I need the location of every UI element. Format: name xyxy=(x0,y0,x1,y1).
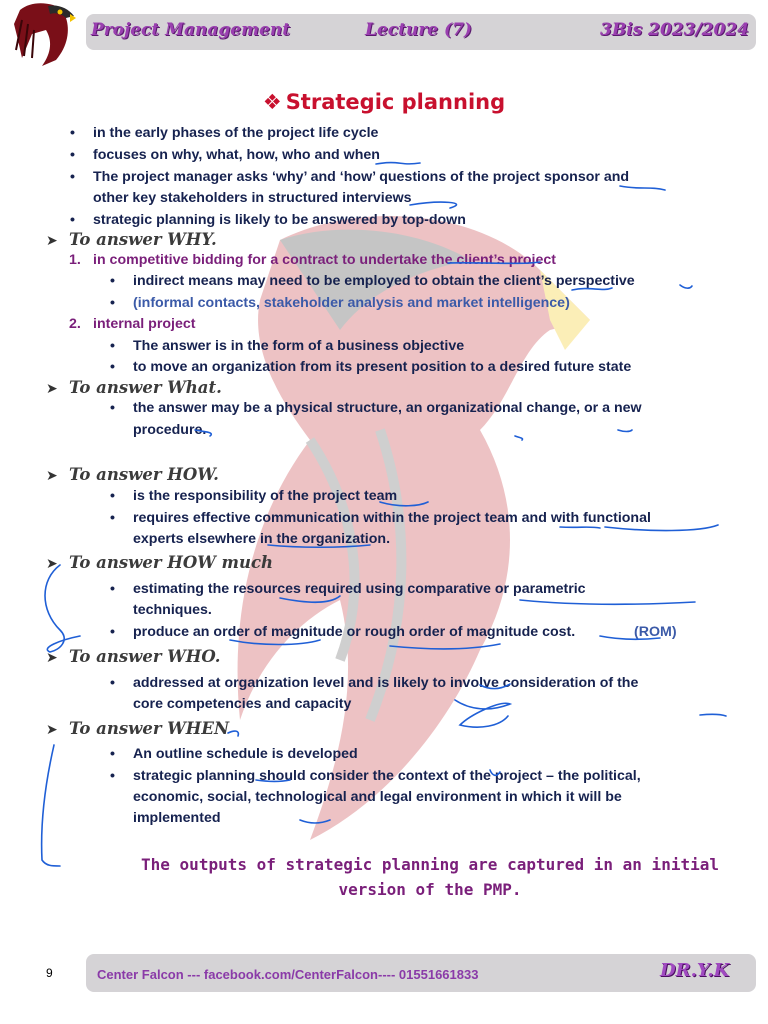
who-sub-continuation: core competencies and capacity xyxy=(133,696,352,712)
how-much-sub: • produce an order of magnitude or rough order of magnitude cost. xyxy=(133,624,575,640)
heading-who: To answer WHO. xyxy=(69,647,221,666)
why-item-1-sub: • (informal contacts, stakeholder analysis and market intelligence) xyxy=(133,295,570,311)
intro-bullet: • in the early phases of the project life cycle xyxy=(93,125,378,141)
heading-what: To answer What. xyxy=(69,378,222,397)
heading-when: To answer WHEN xyxy=(69,719,230,738)
when-sub: • An outline schedule is developed xyxy=(133,746,358,762)
footer-signature: DR.Y.K xyxy=(660,960,730,981)
header-lecture: Lecture (7) xyxy=(365,20,472,40)
when-sub-continuation: implemented xyxy=(133,810,221,826)
how-sub: • is the responsibility of the project team xyxy=(133,488,397,504)
page-title-text: Strategic planning xyxy=(285,90,506,114)
what-sub: • the answer may be a physical structure, an organizational change, or a new xyxy=(133,400,642,416)
who-sub: • addressed at organization level and is likely to involve consideration of the xyxy=(133,675,638,691)
when-sub-continuation: economic, social, technological and legal environment in which it will be xyxy=(133,789,622,805)
why-item-1-sub: • indirect means may need to be employed to obtain the client’s perspective xyxy=(133,273,635,289)
intro-bullet: • focuses on why, what, how, who and when xyxy=(93,147,380,163)
page-number: 9 xyxy=(46,966,53,980)
page-title xyxy=(0,90,768,114)
why-item-number: 2. xyxy=(69,316,81,332)
when-sub: • strategic planning should consider the context of the project – the political, xyxy=(133,768,641,784)
header-class-year: 3Bis 2023/2024 xyxy=(600,20,749,40)
footer-contact: Center Falcon --- facebook.com/CenterFalcon---- 01551661833 xyxy=(97,967,479,982)
what-sub-continuation: procedure. xyxy=(133,422,207,438)
how-much-sub-continuation: techniques. xyxy=(133,602,212,618)
heading-how: To answer HOW. xyxy=(69,465,219,484)
why-item-2: internal project xyxy=(93,316,196,332)
why-item-2-sub: • to move an organization from its present position to a desired future state xyxy=(133,359,631,375)
why-item-2-sub: • The answer is in the form of a business objective xyxy=(133,338,464,354)
header-course: Project Management xyxy=(91,20,291,40)
intro-bullet-continuation: other key stakeholders in structured interviews xyxy=(93,190,412,206)
why-item-number: 1. xyxy=(69,252,81,268)
falcon-logo-icon xyxy=(12,0,76,68)
intro-bullet: • strategic planning is likely to be answered by top-down xyxy=(93,212,466,228)
arrow-bullet-icon: ➤ xyxy=(46,468,58,484)
how-sub: • requires effective communication within the project team and with functional xyxy=(133,510,651,526)
how-much-sub: • estimating the resources required using comparative or parametric xyxy=(133,581,586,597)
arrow-bullet-icon: ➤ xyxy=(46,556,58,572)
arrow-bullet-icon: ➤ xyxy=(46,233,58,249)
how-sub-continuation: experts elsewhere in the organization. xyxy=(133,531,391,547)
arrow-bullet-icon: ➤ xyxy=(46,381,58,397)
outputs-statement: The outputs of strategic planning are captured in an initial version of the PMP. xyxy=(141,855,719,899)
diamond-bullet-icon: ❖ xyxy=(262,90,282,114)
intro-bullet: • The project manager asks ‘why’ and ‘how’ questions of the project sponsor and xyxy=(93,169,629,185)
heading-why: To answer WHY. xyxy=(69,230,217,249)
rom-tag: (ROM) xyxy=(634,624,677,640)
arrow-bullet-icon: ➤ xyxy=(46,722,58,738)
heading-how-much: To answer HOW much xyxy=(69,553,273,572)
why-item-1: in competitive bidding for a contract to undertake the client’s project xyxy=(93,252,556,268)
arrow-bullet-icon: ➤ xyxy=(46,650,58,666)
